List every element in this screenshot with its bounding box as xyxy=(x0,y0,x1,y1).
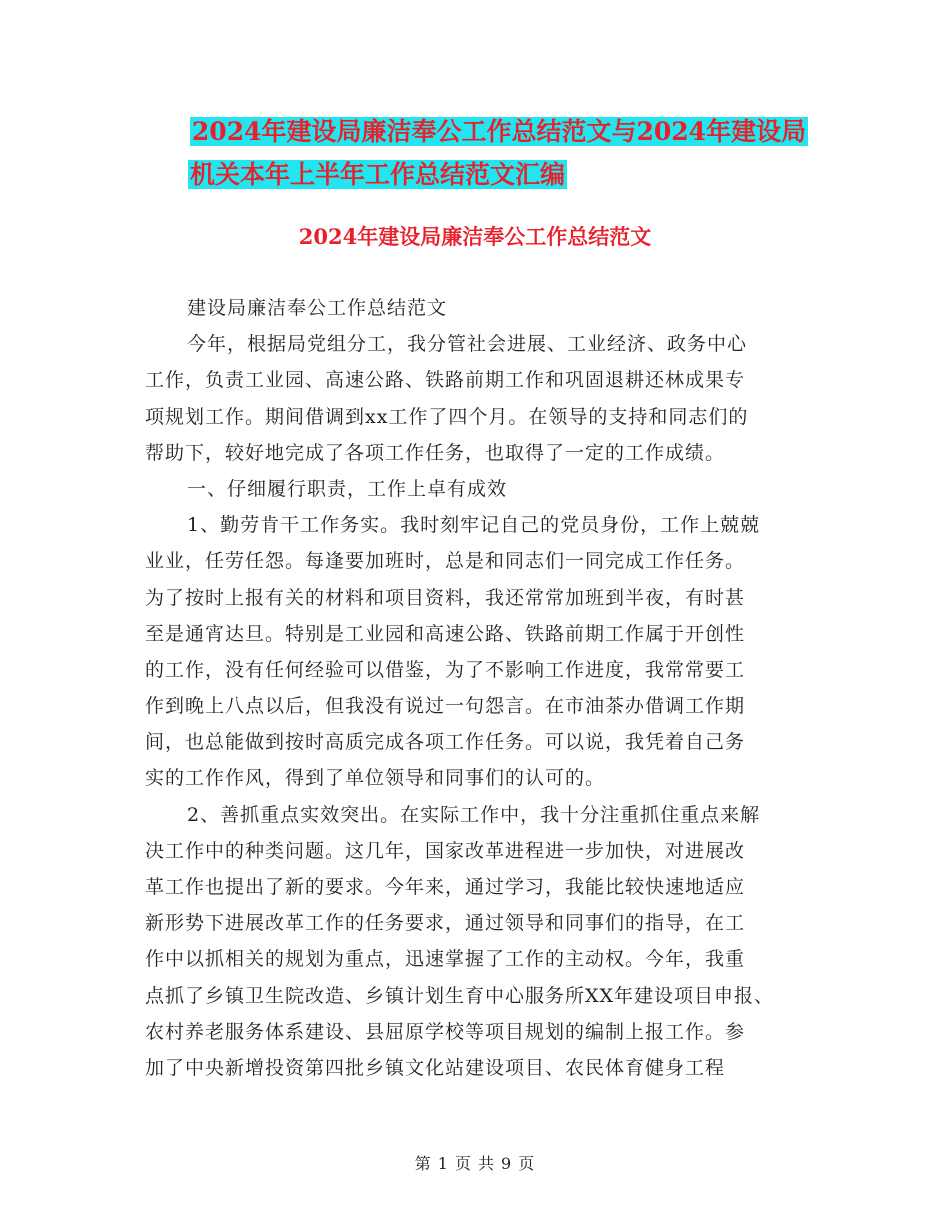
body-line: 工作，负责工业园、高速公路、铁路前期工作和巩固退耕还林成果专 xyxy=(145,369,746,392)
body-line: 作中以抓相关的规划为重点，迅速掌握了工作的主动权。今年，我重 xyxy=(145,948,746,971)
body-line: 革工作也提出了新的要求。今年来，通过学习，我能比较快速地适应 xyxy=(145,876,746,898)
body-line: 的工作，没有任何经验可以借鉴，为了不影响工作进度，我常常要工 xyxy=(145,658,746,681)
body-line: 业业，任劳任怨。每逢要加班时，总是和同志们一同完成工作任务。 xyxy=(145,550,746,573)
body-line: 建设局廉洁奉公工作总结范文 xyxy=(187,297,448,319)
current-page-number: 1 xyxy=(437,1154,449,1173)
body-line: 点抓了乡镇卫生院改造、乡镇计划生育中心服务所XX年建设项目申报、 xyxy=(145,984,775,1007)
document-title-line-1 xyxy=(0,112,950,152)
body-line: 项规划工作。期间借调到xx工作了四个月。在领导的支持和同志们的 xyxy=(145,405,749,428)
total-label: 共 xyxy=(478,1154,496,1173)
title-highlight-2: 机关本年上半年工作总结范文汇编 xyxy=(190,160,566,189)
body-line: 2、善抓重点实效突出。在实际工作中，我十分注重抓住重点来解 xyxy=(187,803,761,826)
body-line: 帮助下，较好地完成了各项工作任务，也取得了一定的工作成绩。 xyxy=(145,441,726,464)
document-title-line-2 xyxy=(0,155,950,195)
body-line: 加了中央新增投资第四批乡镇文化站建设项目、农民体育健身工程 xyxy=(145,1056,726,1079)
body-line: 1、勤劳肯干工作务实。我时刻牢记自己的党员身份，工作上兢兢 xyxy=(187,514,761,537)
body-line: 为了按时上报有关的材料和项目资料，我还常常加班到半夜，有时甚 xyxy=(145,586,746,609)
body-line: 至是通宵达旦。特别是工业园和高速公路、铁路前期工作属于开创性 xyxy=(145,622,746,645)
body-line: 今年，根据局党组分工，我分管社会进展、工业经济、政务中心 xyxy=(187,333,748,356)
body-line: 间，也总能做到按时高质完成各项工作任务。可以说，我凭着自己务 xyxy=(145,731,746,754)
document-body xyxy=(145,290,815,1086)
page-label-prefix: 第 xyxy=(414,1154,432,1173)
page-label-suffix: 页 xyxy=(518,1154,536,1173)
body-line: 一、仔细履行职责，工作上卓有成效 xyxy=(187,477,508,500)
title-highlight-1: 2024年建设局廉洁奉公工作总结范文与2024年建设局 xyxy=(191,117,807,146)
body-line: 新形势下进展改革工作的任务要求，通过领导和同事们的指导，在工 xyxy=(145,912,746,935)
body-line: 农村养老服务体系建设、县屈原学校等项目规划的编制上报工作。参 xyxy=(145,1020,746,1043)
body-line: 实的工作作风，得到了单位领导和同事们的认可的。 xyxy=(145,767,606,790)
page-label-mid: 页 xyxy=(454,1154,472,1173)
body-line: 作到晚上八点以后，但我没有说过一句怨言。在市油茶办借调工作期 xyxy=(145,695,746,718)
page-footer xyxy=(0,1152,950,1176)
body-line: 决工作中的种类问题。这几年，国家改革进程进一步加快，对进展改 xyxy=(145,839,746,862)
total-pages-number: 9 xyxy=(501,1154,513,1173)
section-title: 2024年建设局廉洁奉公工作总结范文 xyxy=(298,224,652,249)
